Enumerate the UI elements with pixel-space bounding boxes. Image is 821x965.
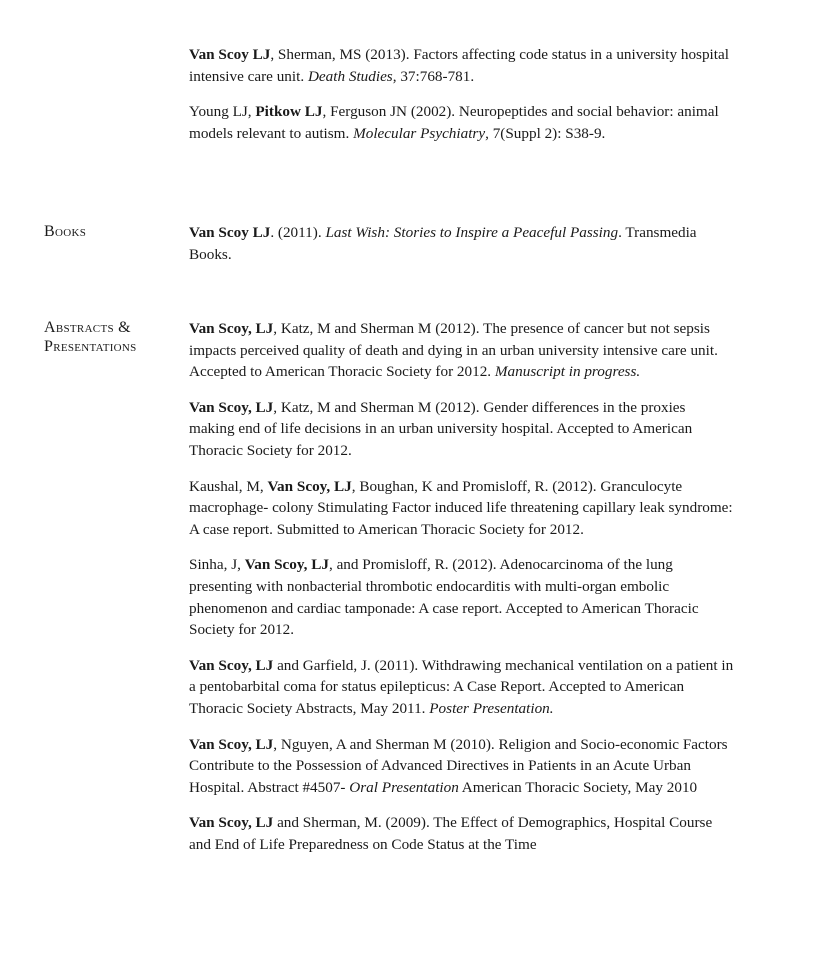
citation-text: , Nguyen, A and Sherman M (2010). Religion and Socio-economic Factors Contribute to the Possession of Advanced Directives in Patients in an Acute Urban Hospital. Abstract #4507-: [189, 735, 728, 796]
citation-entry: [189, 101, 734, 144]
citation-entry: [189, 44, 734, 87]
citation-text: Young LJ,: [189, 103, 256, 121]
italic-text: Poster Presentation.: [429, 699, 554, 717]
author-name: Van Scoy, LJ: [189, 814, 274, 832]
author-name: Van Scoy, LJ: [189, 735, 274, 753]
citation-text: and Garfield, J. (2011). Withdrawing mechanical ventilation on a patient in a pentobarbital coma for status epilepticus: A Case Report. Accepted to American Thoracic Society Abstracts, May 2011.: [189, 656, 734, 717]
section-heading: Abstracts & Presentations: [44, 319, 137, 355]
italic-text: Death Studies: [307, 67, 393, 85]
citation-text: , Katz, M and Sherman M (2012). Gender differences in the proxies making end of life decisions in an urban university hospital. Accepted to American Thoracic Society for 2012.: [189, 398, 693, 459]
citation-text: American Thoracic Society, May 2010: [458, 778, 698, 796]
author-name: Van Scoy LJ: [189, 224, 271, 241]
author-name: Pitkow LJ: [255, 103, 323, 121]
citation-text: and Sherman, M. (2009). The Effect of Demographics, Hospital Course and End of Life Preparedness on Code Status at the Time: [189, 814, 713, 853]
italic-text: Last Wish: Stories to Inspire a Peaceful Passing: [325, 224, 619, 241]
citation-text: . Transmedia Books.: [189, 224, 697, 263]
italic-text: Manuscript in progress.: [494, 363, 641, 381]
author-name: Van Scoy LJ: [189, 46, 271, 63]
citation-entry: [189, 222, 734, 265]
citation-entry: [189, 734, 734, 799]
italic-text: Oral Presentation: [349, 778, 459, 796]
citation-text: . (2011).: [270, 224, 326, 241]
citation-entry: [189, 318, 734, 383]
citation-text: , and Promisloff, R. (2012). Adenocarcinoma of the lung presenting with nonbacterial thrombotic endocarditis with multi-organ embolic phenomenon and cardiac tamponade: A case report. Accepted to American Thoracic Society for 2012.: [189, 556, 699, 639]
citation-text: , 37:768-781.: [392, 67, 475, 85]
citation-text: Kaushal, M,: [189, 477, 268, 495]
entry-list: [189, 222, 734, 279]
citation-text: Sinha, J,: [189, 556, 245, 574]
author-name: Van Scoy, LJ: [189, 656, 274, 674]
italic-text: Molecular Psychiatry: [353, 124, 486, 142]
entry-list: [189, 44, 734, 158]
citation-entry: [189, 554, 734, 640]
author-name: Van Scoy, LJ: [189, 398, 274, 416]
citation-entry: [189, 655, 734, 720]
citation-text: , 7(Suppl 2): S38-9.: [485, 124, 606, 142]
citation-text: , Sherman, MS (2013). Factors affecting code status in a university hospital intensive care unit.: [189, 46, 729, 85]
citation-entry: [189, 812, 734, 855]
citation-text: , Katz, M and Sherman M (2012). The presence of cancer but not sepsis impacts perceived quality of death and dying in an urban university intensive care unit. Accepted to American Thoracic Society for 2012.: [189, 320, 718, 381]
author-name: Van Scoy, LJ: [189, 320, 274, 337]
section-heading: Books: [44, 223, 87, 240]
author-name: Van Scoy, LJ: [244, 556, 329, 574]
entry-list: [189, 318, 734, 869]
author-name: Van Scoy, LJ: [267, 477, 352, 495]
citation-entry: [189, 397, 734, 462]
citation-entry: [189, 476, 734, 541]
citation-text: , Ferguson JN (2002). Neuropeptides and social behavior: animal models relevant to autism.: [189, 103, 719, 142]
citation-text: , Boughan, K and Promisloff, R. (2012). Granculocyte macrophage- colony Stimulating Factor induced life threatening capillary leak syndrome: A case report. Submitted to American Thoracic Society for 2012.: [189, 477, 733, 538]
